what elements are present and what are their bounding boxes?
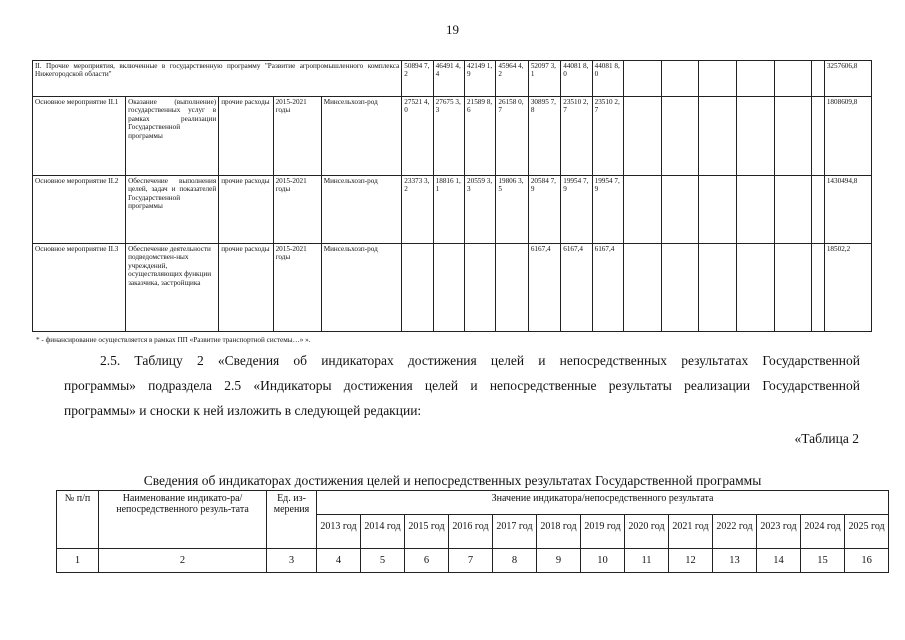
empty-cell	[774, 244, 812, 332]
column-number: 14	[757, 549, 801, 573]
page-number: 19	[446, 22, 459, 37]
years-cell: 2015-2021 годы	[273, 244, 321, 332]
empty-cell	[661, 176, 699, 244]
column-number: 12	[669, 549, 713, 573]
value-cell: 23373 3,2	[402, 176, 433, 244]
measure-desc-cell: Оказание (выполнение) государственных услуг в рамках реализации Государственной программы	[126, 97, 219, 176]
column-number: 1	[57, 549, 99, 573]
value-cell: 19806 3,5	[496, 176, 528, 244]
empty-cell	[661, 61, 699, 97]
expenses-table	[32, 60, 872, 332]
value-cell	[496, 244, 528, 332]
empty-cell	[736, 97, 774, 176]
year-cell: 2021 год	[669, 515, 713, 549]
executor-cell: Минсельхозп-род	[321, 244, 402, 332]
value-cell: 27675 3,3	[433, 97, 464, 176]
empty-cell	[736, 61, 774, 97]
empty-cell	[774, 97, 812, 176]
measure-name-cell: Основное мероприятие II.1	[33, 97, 126, 176]
column-number: 13	[713, 549, 757, 573]
value-cell	[465, 244, 496, 332]
year-cell: 2014 год	[361, 515, 405, 549]
empty-cell	[812, 244, 825, 332]
value-cell: 50894 7,2	[402, 61, 433, 97]
measure-name-cell: Основное мероприятие II.2	[33, 176, 126, 244]
empty-cell	[812, 61, 825, 97]
value-cell: 30895 7,8	[528, 97, 560, 176]
column-number: 16	[845, 549, 889, 573]
header-unit: Ед. из-мерения	[267, 491, 317, 549]
value-cell: 27521 4,0	[402, 97, 433, 176]
header-name: Наименование индикато-ра/непосредственного резуль-тата	[99, 491, 267, 549]
empty-cell	[661, 244, 699, 332]
years-cell: 2015-2021 годы	[273, 97, 321, 176]
expense-kind-cell: прочие расходы	[219, 97, 273, 176]
year-cell: 2019 год	[581, 515, 625, 549]
header-values: Значение индикатора/непосредственного результата	[317, 491, 889, 515]
value-cell: 6167,4	[592, 244, 623, 332]
year-cell: 2018 год	[537, 515, 581, 549]
indicators-table	[56, 490, 889, 573]
column-number: 15	[801, 549, 845, 573]
year-cell: 2025 год	[845, 515, 889, 549]
empty-cell	[699, 61, 737, 97]
expense-kind-cell: прочие расходы	[219, 244, 273, 332]
executor-cell: Минсельхозп-род	[321, 176, 402, 244]
value-cell: 52097 3,1	[528, 61, 560, 97]
empty-cell	[623, 176, 661, 244]
empty-cell	[699, 244, 737, 332]
expense-kind-cell: прочие расходы	[219, 176, 273, 244]
year-cell: 2023 год	[757, 515, 801, 549]
empty-cell	[812, 176, 825, 244]
empty-cell	[774, 176, 812, 244]
measure-desc-cell: Обеспечение деятельности подведомствен-ных учреждений, осуществляющих функции заказчика, застройщика	[126, 244, 219, 332]
empty-cell	[623, 244, 661, 332]
empty-cell	[623, 61, 661, 97]
column-number: 10	[581, 549, 625, 573]
column-number: 5	[361, 549, 405, 573]
executor-cell: Минсельхозп-род	[321, 97, 402, 176]
value-cell: 18816 1,1	[433, 176, 464, 244]
column-number: 11	[625, 549, 669, 573]
amendment-paragraph	[64, 348, 860, 423]
column-number: 9	[537, 549, 581, 573]
measure-desc-cell: Обеспечение выполнения целей, задач и показателей Государственной программы	[126, 176, 219, 244]
value-cell: 19954 7,9	[561, 176, 592, 244]
year-cell: 2022 год	[713, 515, 757, 549]
empty-cell	[774, 61, 812, 97]
table-title: Сведения об индикаторах достижения целей и непосредственных результатах Государственной программы	[143, 473, 762, 488]
value-cell: 21589 8,6	[465, 97, 496, 176]
value-cell	[402, 244, 433, 332]
empty-cell	[661, 97, 699, 176]
value-cell: 20584 7,9	[528, 176, 560, 244]
column-number: 4	[317, 549, 361, 573]
value-cell: 44081 8,0	[592, 61, 623, 97]
empty-cell	[623, 97, 661, 176]
footnote: * - финансирование осуществляется в рамках ПП «Развитие транспортной системы…» ».	[36, 336, 311, 344]
header-row	[57, 491, 889, 515]
years-cell: 2015-2021 годы	[273, 176, 321, 244]
value-cell	[433, 244, 464, 332]
table-row	[33, 176, 872, 244]
total-cell: 3257606,8	[824, 61, 871, 97]
column-number: 2	[99, 549, 267, 573]
table-row	[33, 61, 872, 97]
number-row	[57, 549, 889, 573]
empty-cell	[699, 176, 737, 244]
table-row	[33, 97, 872, 176]
value-cell: 6167,4	[528, 244, 560, 332]
year-cell: 2017 год	[493, 515, 537, 549]
value-cell: 45964 4,2	[496, 61, 528, 97]
value-cell: 20559 3,3	[465, 176, 496, 244]
paragraph-line: 2.5. Таблицу 2 «Сведения об индикаторах достижения целей и непосредственных результатах Государственной	[100, 353, 860, 368]
column-number: 6	[405, 549, 449, 573]
empty-cell	[736, 176, 774, 244]
column-number: 7	[449, 549, 493, 573]
year-cell: 2024 год	[801, 515, 845, 549]
column-number: 3	[267, 549, 317, 573]
year-cell: 2015 год	[405, 515, 449, 549]
year-cell: 2016 год	[449, 515, 493, 549]
value-cell: 19954 7,9	[592, 176, 623, 244]
table-row	[33, 244, 872, 332]
header-num: № п/п	[57, 491, 99, 549]
year-cell: 2013 год	[317, 515, 361, 549]
value-cell: 46491 4,4	[433, 61, 464, 97]
section-title-cell: II. Прочие мероприятия, включенные в государственную программу "Развитие агропромышленного комплекса Нижегородской области"	[33, 61, 402, 97]
column-number: 8	[493, 549, 537, 573]
empty-cell	[699, 97, 737, 176]
total-cell: 1430494,8	[824, 176, 871, 244]
value-cell: 44081 8,0	[561, 61, 592, 97]
measure-name-cell: Основное мероприятие II.3	[33, 244, 126, 332]
total-cell: 1808609,8	[824, 97, 871, 176]
year-cell: 2020 год	[625, 515, 669, 549]
empty-cell	[812, 97, 825, 176]
empty-cell	[736, 244, 774, 332]
table-marker: «Таблица 2	[794, 431, 859, 446]
value-cell: 26158 0,7	[496, 97, 528, 176]
value-cell: 23510 2,7	[561, 97, 592, 176]
total-cell: 18502,2	[824, 244, 871, 332]
value-cell: 6167,4	[561, 244, 592, 332]
value-cell: 23510 2,7	[592, 97, 623, 176]
value-cell: 42149 1,9	[465, 61, 496, 97]
paragraph-line: программы» и сноски к ней изложить в следующей редакции:	[64, 403, 422, 418]
paragraph-line: программы» подраздела 2.5 «Индикаторы достижения целей и непосредственные результаты реализации Государственной	[64, 378, 860, 393]
